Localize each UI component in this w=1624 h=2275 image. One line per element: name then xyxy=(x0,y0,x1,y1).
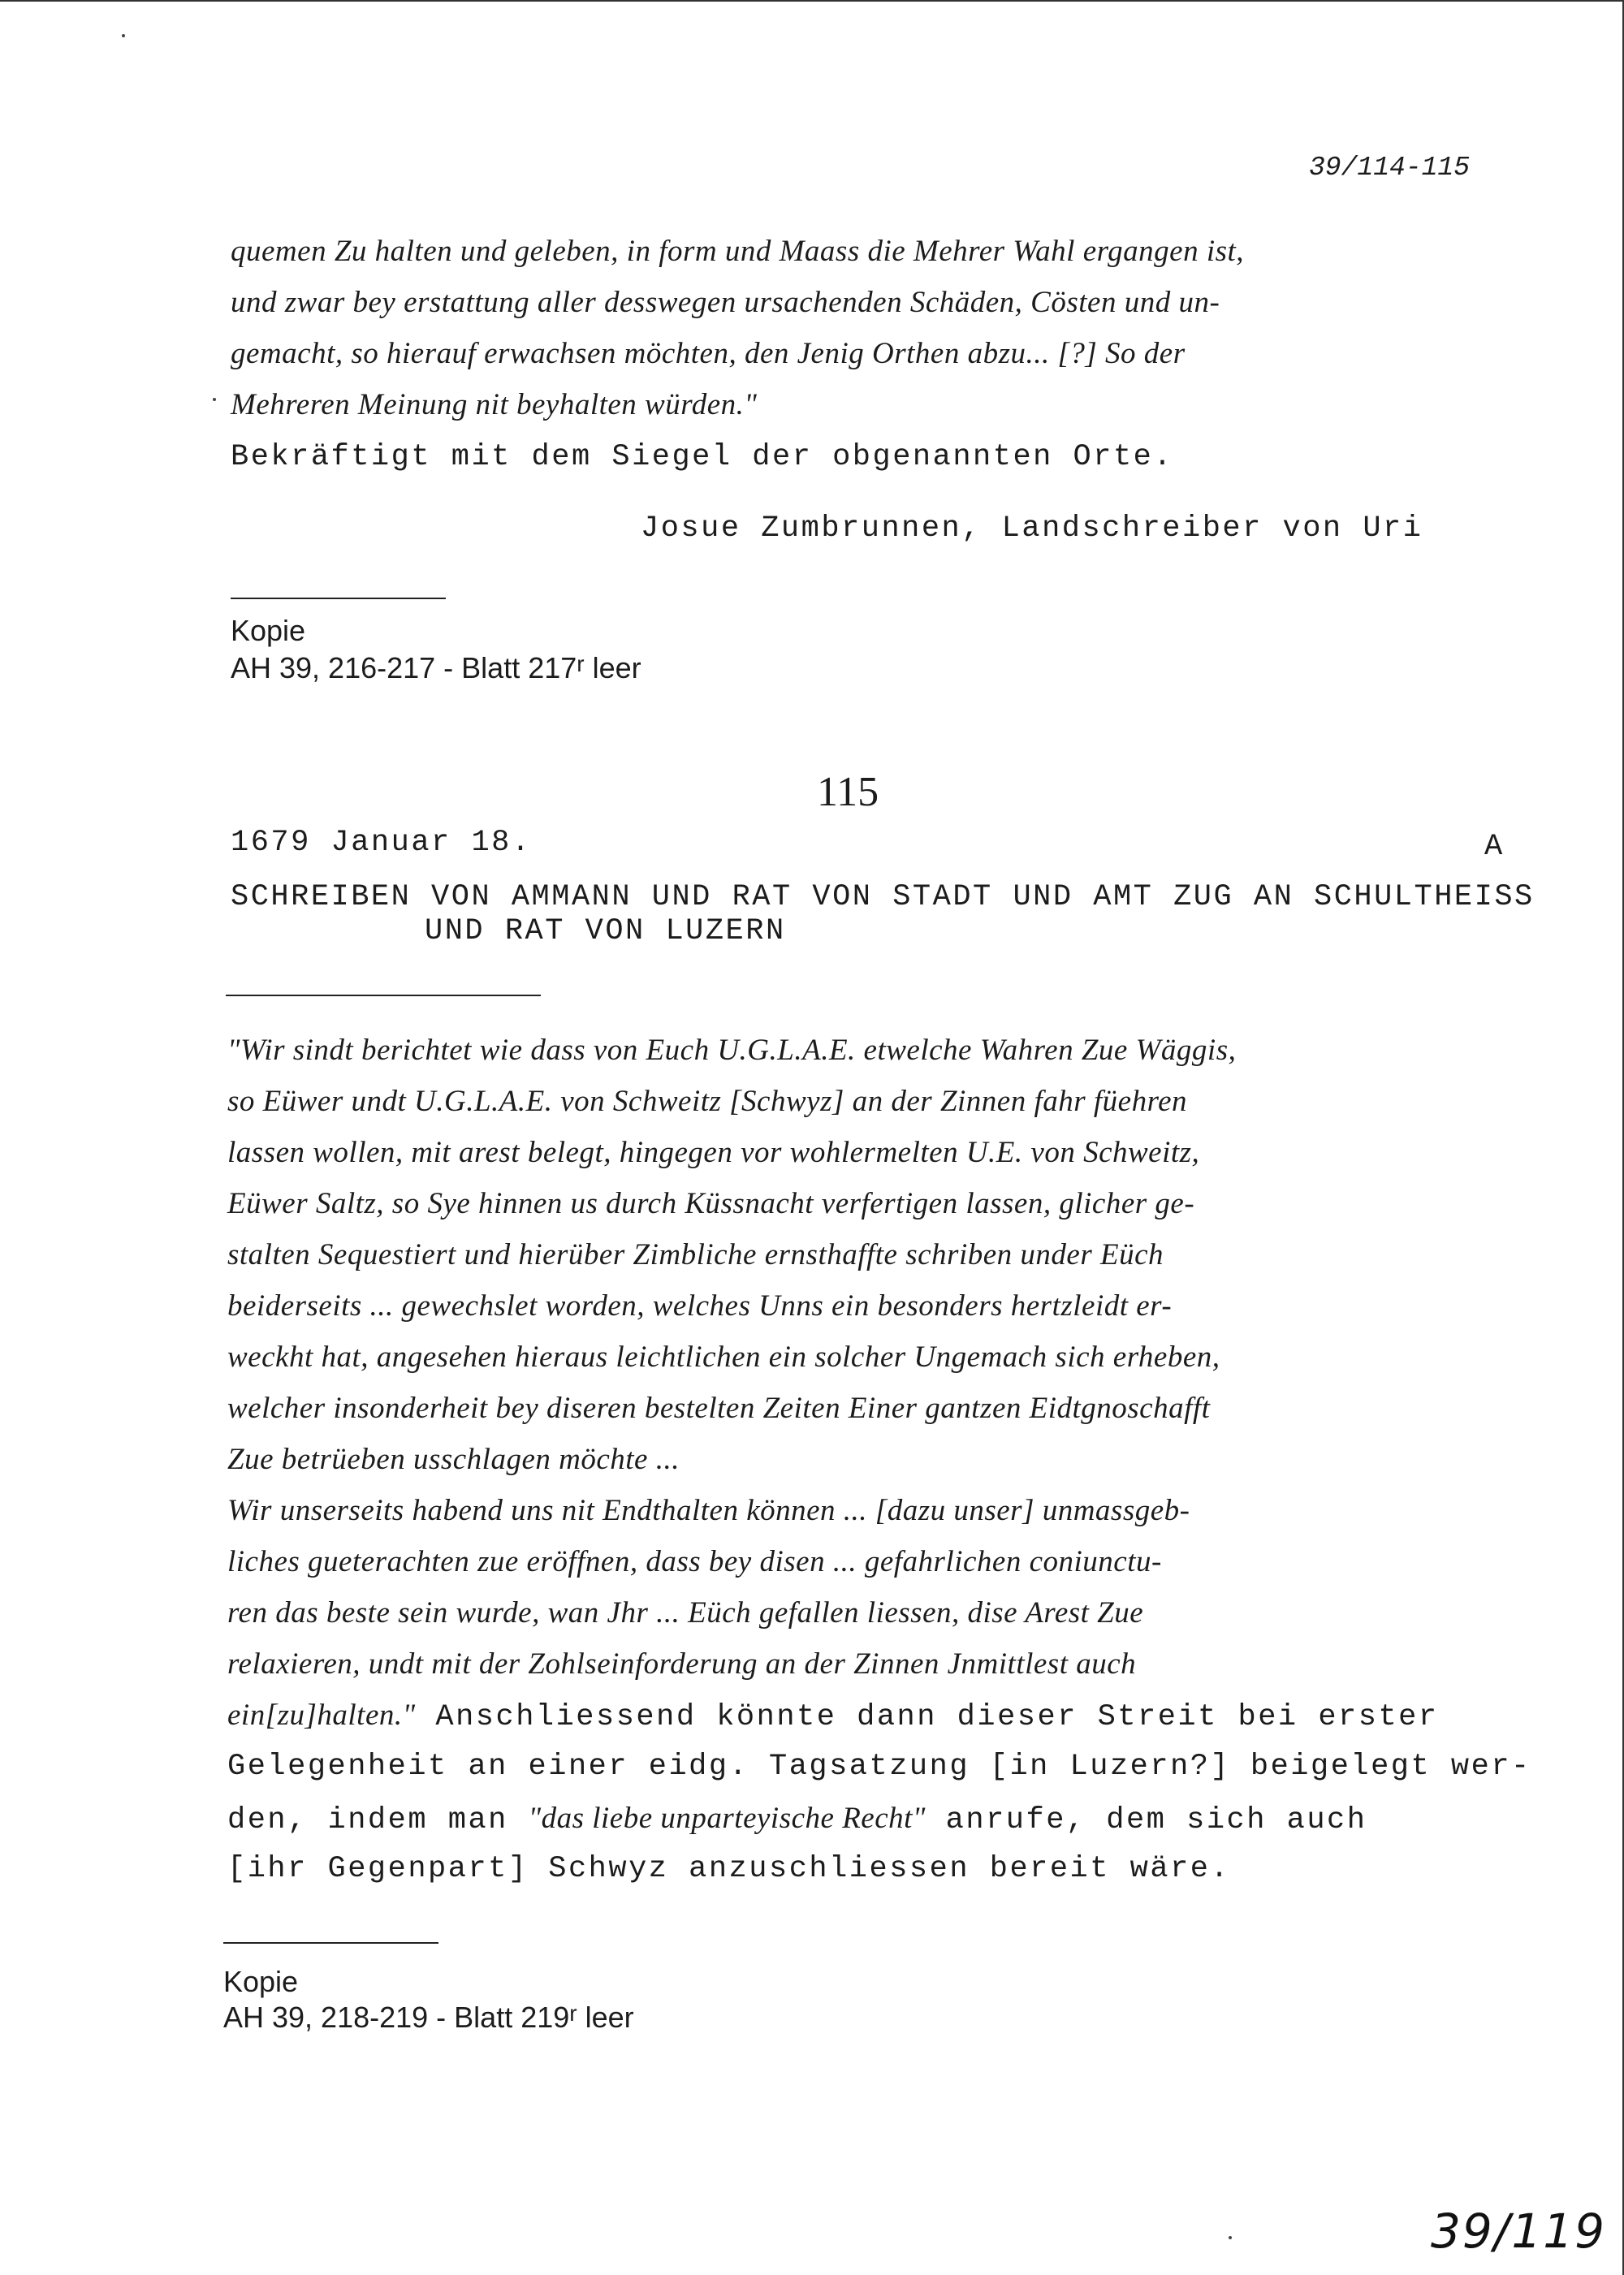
page-reference: 39/114-115 xyxy=(1309,153,1471,183)
document-date: 1679 Januar 18. xyxy=(231,826,532,860)
body-line: stalten Sequestiert und hierüber Zimbliche ernsthaffte schriben under Eüch xyxy=(227,1238,1164,1271)
body-line: liches gueterachten zue eröffnen, dass bey disen ... gefahrlichen coniunctu- xyxy=(227,1545,1162,1578)
body-line: Gelegenheit an einer eidg. Tagsatzung [in Luzern?] beigelegt wer- xyxy=(227,1750,1531,1784)
continuation-line: gemacht, so hierauf erwachsen möchten, den Jenig Orthen abzu... [?] So der xyxy=(231,337,1186,370)
footnote-divider xyxy=(231,598,446,599)
source-label: Kopie xyxy=(231,614,306,647)
signature-line: Josue Zumbrunnen, Landschreiber von Uri xyxy=(641,512,1423,546)
scan-speck xyxy=(1229,2236,1232,2239)
scan-speck xyxy=(213,398,216,401)
continuation-line: Mehreren Meinung nit beyhalten würden." xyxy=(231,388,758,421)
source-label: Kopie xyxy=(223,1965,299,1998)
body-line: Zue betrüeben usschlagen möchte ... xyxy=(227,1443,680,1476)
body-line-mixed: den, indem man "das liebe unparteyische Recht" anrufe, dem sich auch xyxy=(227,1802,1367,1837)
handwritten-page-number: 39/119 xyxy=(1431,2204,1607,2259)
body-line-mixed: ein[zu]halten." Anschliessend könnte dann dieser Streit bei erster xyxy=(227,1699,1439,1734)
footnote-divider xyxy=(223,1942,438,1944)
body-line: Wir unserseits habend uns nit Endthalten können ... [dazu unser] unmassgeb- xyxy=(227,1494,1190,1527)
source-reference: AH 39, 216-217 - Blatt 217$^r$ leer xyxy=(231,651,641,684)
document-title: UND RAT VON LUZERN xyxy=(425,914,786,948)
document-mark: A xyxy=(1484,830,1505,864)
body-line: [ihr Gegenpart] Schwyz anzuschliessen bereit wäre. xyxy=(227,1852,1231,1886)
continuation-line: quemen Zu halten und geleben, in form und Maass die Mehrer Wahl ergangen ist, xyxy=(231,235,1245,268)
body-line: ren das beste sein wurde, wan Jhr ... Eüch gefallen liessen, dise Arest Zue xyxy=(227,1596,1144,1630)
body-line: weckht hat, angesehen hieraus leichtlichen ein solcher Ungemach sich erheben, xyxy=(227,1340,1220,1374)
body-line: beiderseits ... gewechslet worden, welches Unns ein besonders hertzleidt er- xyxy=(227,1289,1173,1323)
body-line: welcher insonderheit bey diseren bestelten Zeiten Einer gantzen Eidtgnoschafft xyxy=(227,1392,1211,1425)
body-line: relaxieren, undt mit der Zohlseinforderung an der Zinnen Jnmittlest auch xyxy=(227,1647,1137,1681)
title-divider xyxy=(226,995,541,996)
document-title: SCHREIBEN VON AMMANN UND RAT VON STADT UND AMT ZUG AN SCHULTHEISS xyxy=(231,880,1535,914)
continuation-line: und zwar bey erstattung aller desswegen ursachenden Schäden, Cösten und un- xyxy=(231,286,1220,319)
body-line: lassen wollen, mit arest belegt, hingegen vor wohlermelten U.E. von Schweitz, xyxy=(227,1136,1200,1169)
document-number: 115 xyxy=(817,769,879,815)
body-line: Eüwer Saltz, so Sye hinnen us durch Küssnacht verfertigen lassen, glicher ge- xyxy=(227,1187,1195,1220)
confirmation-line: Bekräftigt mit dem Siegel der obgenannten Orte. xyxy=(231,440,1174,474)
scan-speck xyxy=(122,34,125,37)
body-line: "Wir sindt berichtet wie dass von Euch U.G.L.A.E. etwelche Wahren Zue Wäggis, xyxy=(227,1034,1237,1067)
source-reference: AH 39, 218-219 - Blatt 219$^r$ leer xyxy=(223,2001,634,2034)
body-line: so Eüwer undt U.G.L.A.E. von Schweitz [Schwyz] an der Zinnen fahr füehren xyxy=(227,1085,1188,1118)
